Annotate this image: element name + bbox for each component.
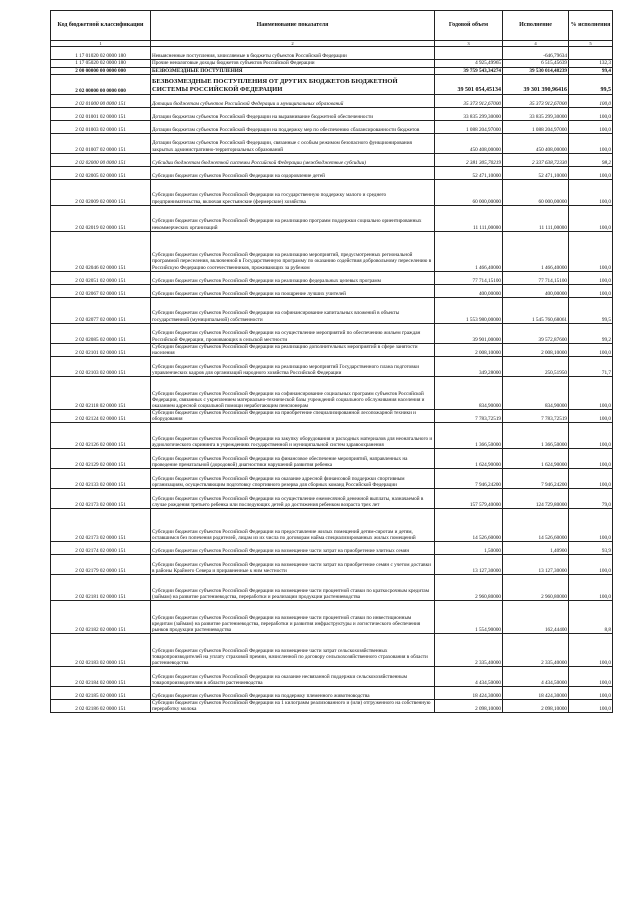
code-cell: 2 02 00000 00 0000 000 bbox=[51, 74, 151, 94]
name-cell: Субсидии бюджетам субъектов Российской Федерации на возмещение части затрат на приобретение элитных семян bbox=[151, 542, 435, 555]
exec-cell: 250,51950 bbox=[503, 356, 569, 376]
code-cell: 2 00 00000 00 0000 000 bbox=[51, 67, 151, 74]
plan-cell: 1 624,90000 bbox=[435, 449, 503, 469]
exec-cell: 1,40900 bbox=[503, 542, 569, 555]
name-cell: Прочие неналоговые доходы бюджетов субъектов Российской Федерации bbox=[151, 60, 435, 67]
name-cell: Субсидии бюджетам субъектов Российской Федерации на финансовое обеспечение мероприятий, направленных на проведение пренатальной (дородовой) диагностики нарушений развития ребенка bbox=[151, 449, 435, 469]
table-row bbox=[51, 67, 613, 74]
exec-cell: 33 835 299,30000 bbox=[503, 107, 569, 120]
exec-cell: 2 960,80000 bbox=[503, 575, 569, 601]
pct-cell: 71,7 bbox=[569, 356, 613, 376]
exec-cell: 7 946,24200 bbox=[503, 469, 569, 489]
name-cell: Субсидии бюджетам субъектов Российской Федерации на реализацию мероприятий Государственного плана подготовки управленческих кадров для организаций народного хозяйства Российской Федерации bbox=[151, 356, 435, 376]
table-row bbox=[51, 700, 613, 713]
plan-cell: 1 366,50000 bbox=[435, 423, 503, 449]
plan-cell: 834,90000 bbox=[435, 376, 503, 409]
exec-cell: 60 000,00000 bbox=[503, 179, 569, 205]
name-cell: Субсидии бюджетам субъектов Российской Федерации на осуществление мероприятий по обеспечению жильем граждан Российской Федерации, проживающих в сельской местности bbox=[151, 323, 435, 343]
exec-cell: 1 366,50000 bbox=[503, 423, 569, 449]
column-number: 5 bbox=[569, 41, 613, 47]
table-row bbox=[51, 107, 613, 120]
exec-cell: 400,00000 bbox=[503, 284, 569, 297]
name-cell: Невыясненные поступления, зачисляемые в бюджеты субъектов Российской Федерации bbox=[151, 47, 435, 60]
code-cell: 2 02 02182 02 0000 151 bbox=[51, 601, 151, 634]
name-cell: БЕЗВОЗМЕЗДНЫЕ ПОСТУПЛЕНИЯ bbox=[151, 67, 435, 74]
code-cell: 2 02 02126 02 0000 151 bbox=[51, 423, 151, 449]
exec-cell: 14 526,60000 bbox=[503, 509, 569, 542]
plan-cell: 2 335,40000 bbox=[435, 634, 503, 667]
table-row bbox=[51, 47, 613, 60]
table-row bbox=[51, 153, 613, 166]
pct-cell: 100,0 bbox=[569, 687, 613, 700]
name-cell: Субсидии бюджетам субъектов Российской Федерации на закупку оборудования и расходных материалов для неонатального и аудиологического скрининга в учреждениях государственной и муниципальной систем здравоохранения bbox=[151, 423, 435, 449]
code-cell: 2 02 02046 02 0000 151 bbox=[51, 231, 151, 271]
exec-cell: 834,90000 bbox=[503, 376, 569, 409]
code-cell: 2 02 01001 02 0000 151 bbox=[51, 107, 151, 120]
code-cell: 2 02 02067 02 0000 151 bbox=[51, 284, 151, 297]
pct-cell: 100,0 bbox=[569, 509, 613, 542]
plan-cell bbox=[435, 47, 503, 60]
pct-cell: 99,5 bbox=[569, 74, 613, 94]
exec-cell: 1 545 760,68061 bbox=[503, 297, 569, 323]
name-cell: Дотации бюджетам субъектов Российской Федерации на выравнивание бюджетной обеспеченности bbox=[151, 107, 435, 120]
code-cell: 2 02 02181 02 0000 151 bbox=[51, 575, 151, 601]
plan-cell: 2 098,10000 bbox=[435, 700, 503, 713]
name-cell: Субсидии бюджетам субъектов Российской Федерации на реализацию программ поддержки социально ориентированных некоммерческих организаций bbox=[151, 205, 435, 231]
plan-cell: 349,28000 bbox=[435, 356, 503, 376]
name-cell: Субсидии бюджетам субъектов Российской Федерации на возмещение части затрат сельскохозяйственных товаропроизводителей на уплату страховой премии, начисленной по договору сельскохозяйственного страхования в области растениеводства bbox=[151, 634, 435, 667]
exec-cell: 1 624,90000 bbox=[503, 449, 569, 469]
code-cell: 2 02 02103 02 0000 151 bbox=[51, 356, 151, 376]
name-cell: Субсидии бюджетам субъектов Российской Федерации на осуществление ежемесячной денежной выплаты, назначаемой в случае рождения третьего ребенка или последующих детей до достижения ребенком возраста трех лет bbox=[151, 489, 435, 509]
code-cell: 2 02 01007 02 0000 151 bbox=[51, 133, 151, 153]
plan-cell: 400,00000 bbox=[435, 284, 503, 297]
plan-cell: 1 466,40000 bbox=[435, 231, 503, 271]
pct-cell: 99,5 bbox=[569, 297, 613, 323]
table-header-row bbox=[51, 11, 613, 41]
pct-cell: 100,0 bbox=[569, 667, 613, 687]
pct-cell: 100,0 bbox=[569, 449, 613, 469]
exec-cell: 11 111,00000 bbox=[503, 205, 569, 231]
table-row bbox=[51, 205, 613, 231]
table-row bbox=[51, 271, 613, 284]
table-row bbox=[51, 634, 613, 667]
table-row bbox=[51, 60, 613, 67]
code-cell: 2 02 02129 02 0000 151 bbox=[51, 449, 151, 469]
exec-cell: 39 572,87600 bbox=[503, 323, 569, 343]
exec-cell: 1 466,40000 bbox=[503, 231, 569, 271]
plan-cell: 1 088 204,97000 bbox=[435, 120, 503, 133]
exec-cell: 39 301 390,96416 bbox=[503, 74, 569, 94]
pct-cell: 100,0 bbox=[569, 423, 613, 449]
exec-cell: 4 434,50000 bbox=[503, 667, 569, 687]
table-row bbox=[51, 449, 613, 469]
name-cell: Дотации бюджетам субъектов Российской Федерации на поддержку мер по обеспечению сбалансированности бюджетов bbox=[151, 120, 435, 133]
exec-cell: 162,44400 bbox=[503, 601, 569, 634]
pct-cell: 99,4 bbox=[569, 67, 613, 74]
plan-cell: 1 554,90000 bbox=[435, 601, 503, 634]
code-cell: 2 02 02051 02 0000 151 bbox=[51, 271, 151, 284]
plan-cell: 39 759 543,34274 bbox=[435, 67, 503, 74]
code-cell: 2 02 02019 02 0000 151 bbox=[51, 205, 151, 231]
name-cell: Субсидии бюджетам субъектов Российской Федерации на поддержку племенного животноводства bbox=[151, 687, 435, 700]
table-row bbox=[51, 284, 613, 297]
name-cell: Субсидии бюджетам субъектов Российской Федерации на реализацию дополнительных мероприятий в сфере занятости населения bbox=[151, 343, 435, 356]
name-cell: Субсидии бюджетам субъектов Российской Федерации на предоставление жилых помещений детям-сиротам и детям, оставшимся без попечения родителей, лицам из их числа по договорам найма специализированных жилых помещений bbox=[151, 509, 435, 542]
exec-cell: 1 088 204,97000 bbox=[503, 120, 569, 133]
table-row bbox=[51, 179, 613, 205]
name-cell: Дотации бюджетам субъектов Российской Федерации и муниципальных образований bbox=[151, 94, 435, 107]
code-cell: 2 02 02005 02 0000 151 bbox=[51, 166, 151, 179]
plan-cell: 14 526,60000 bbox=[435, 509, 503, 542]
table-row bbox=[51, 409, 613, 422]
budget-execution-table bbox=[50, 10, 613, 713]
exec-cell: 35 373 912,67000 bbox=[503, 94, 569, 107]
exec-cell: 2 098,10000 bbox=[503, 700, 569, 713]
table-row bbox=[51, 601, 613, 634]
pct-cell: 100,0 bbox=[569, 343, 613, 356]
pct-cell: 100,0 bbox=[569, 231, 613, 271]
code-cell: 2 02 02118 02 0000 151 bbox=[51, 376, 151, 409]
pct-cell: 93,9 bbox=[569, 542, 613, 555]
exec-cell: 2 335,40000 bbox=[503, 634, 569, 667]
plan-cell: 33 835 299,30000 bbox=[435, 107, 503, 120]
code-cell: 2 02 02179 02 0000 151 bbox=[51, 555, 151, 575]
pct-cell: 100,0 bbox=[569, 409, 613, 422]
header-exec: Исполнение bbox=[503, 11, 569, 41]
name-cell: БЕЗВОЗМЕЗДНЫЕ ПОСТУПЛЕНИЯ ОТ ДРУГИХ БЮДЖЕТОВ БЮДЖЕТНОЙ СИСТЕМЫ РОССИЙСКОЙ ФЕДЕРАЦИИ bbox=[151, 74, 435, 94]
header-pct: % исполнения bbox=[569, 11, 613, 41]
name-cell: Субсидии бюджетам субъектов Российской Федерации на оздоровление детей bbox=[151, 166, 435, 179]
table-row bbox=[51, 376, 613, 409]
name-cell: Субсидии бюджетам субъектов Российской Федерации на возмещение части процентной ставки по инвестиционным кредитам (займам) на развитие растениеводства, переработки и развития инфраструктуры и логистического обеспечения рынков продукции растениеводства bbox=[151, 601, 435, 634]
table-body bbox=[51, 47, 613, 713]
name-cell: Субсидии бюджетам субъектов Российской Федерации на поощрение лучших учителей bbox=[151, 284, 435, 297]
name-cell: Субсидии бюджетам субъектов Российской Федерации на реализацию федеральных целевых программ bbox=[151, 271, 435, 284]
plan-cell: 7 783,72519 bbox=[435, 409, 503, 422]
pct-cell: 100,0 bbox=[569, 133, 613, 153]
code-cell: 2 02 02000 00 0000 151 bbox=[51, 153, 151, 166]
plan-cell: 1 553 980,00000 bbox=[435, 297, 503, 323]
plan-cell: 4 925,49965 bbox=[435, 60, 503, 67]
plan-cell: 2 960,80000 bbox=[435, 575, 503, 601]
name-cell: Субсидии бюджетам субъектов Российской Федерации на возмещение части процентной ставки по краткосрочным кредитам (займам) на развитие растениеводства, переработки и реализации продукции растениеводства bbox=[151, 575, 435, 601]
code-cell: 2 02 02173 02 0000 151 bbox=[51, 489, 151, 509]
exec-cell: 7 783,72519 bbox=[503, 409, 569, 422]
code-cell: 2 02 02174 02 0000 151 bbox=[51, 542, 151, 555]
name-cell: Субсидии бюджетам субъектов Российской Федерации на приобретение специализированной лесопожарной техники и оборудования bbox=[151, 409, 435, 422]
column-number: 4 bbox=[503, 41, 569, 47]
pct-cell: 100,0 bbox=[569, 575, 613, 601]
exec-cell: 2 008,10000 bbox=[503, 343, 569, 356]
table-row bbox=[51, 575, 613, 601]
plan-cell: 2 381 305,70219 bbox=[435, 153, 503, 166]
name-cell: Субсидии бюджетам субъектов Российской Федерации на возмещение части затрат на приобретение семян с учетом доставки в районы Крайнего Севера и приравненные к ним местности bbox=[151, 555, 435, 575]
code-cell: 2 02 02009 02 0000 151 bbox=[51, 179, 151, 205]
code-cell: 2 02 01000 00 0000 151 bbox=[51, 94, 151, 107]
code-cell: 2 02 02183 02 0000 151 bbox=[51, 634, 151, 667]
plan-cell: 1,50000 bbox=[435, 542, 503, 555]
plan-cell: 2 008,10000 bbox=[435, 343, 503, 356]
header-code: Код бюджетной классификации bbox=[51, 11, 151, 41]
table-row bbox=[51, 297, 613, 323]
name-cell: Субсидии бюджетам субъектов Российской Федерации на 1 килограмм реализованного и (или) отгруженного на собственную переработку молока bbox=[151, 700, 435, 713]
pct-cell: 100,0 bbox=[569, 94, 613, 107]
code-cell: 2 02 02186 02 0000 151 bbox=[51, 700, 151, 713]
exec-cell: -646,79634 bbox=[503, 47, 569, 60]
table-row bbox=[51, 133, 613, 153]
table-row bbox=[51, 94, 613, 107]
plan-cell: 39 501 054,45134 bbox=[435, 74, 503, 94]
exec-cell: 6 515,45639 bbox=[503, 60, 569, 67]
plan-cell: 7 946,24200 bbox=[435, 469, 503, 489]
name-cell: Субсидии бюджетам субъектов Российской Федерации на оказание адресной финансовой поддержки спортивным организациям, осуществляющим подготовку спортивного резерва для сборных команд Российской Федерации bbox=[151, 469, 435, 489]
plan-cell: 60 000,00000 bbox=[435, 179, 503, 205]
table-row bbox=[51, 343, 613, 356]
name-cell: Субсидии бюджетам субъектов Российской Федерации на софинансирование капитальных вложений в объекты государственной (муниципальной) собственности bbox=[151, 297, 435, 323]
pct-cell: 100,0 bbox=[569, 120, 613, 133]
plan-cell: 450 408,00000 bbox=[435, 133, 503, 153]
name-cell: Субсидии бюджетам субъектов Российской Федерации на оказание несвязанной поддержки сельскохозяйственным товаропроизводителям в области растениеводства bbox=[151, 667, 435, 687]
exec-cell: 39 530 014,48239 bbox=[503, 67, 569, 74]
exec-cell: 52 471,10000 bbox=[503, 166, 569, 179]
name-cell: Субсидии бюджетам субъектов Российской Федерации на государственную поддержку малого и среднего предпринимательства, включая крестьянские (фермерские) хозяйства bbox=[151, 179, 435, 205]
plan-cell: 13 127,30000 bbox=[435, 555, 503, 575]
exec-cell: 77 714,15100 bbox=[503, 271, 569, 284]
code-cell: 2 02 01003 02 0000 151 bbox=[51, 120, 151, 133]
plan-cell: 77 714,15100 bbox=[435, 271, 503, 284]
header-name: Наименование показателя bbox=[151, 11, 435, 41]
pct-cell: 79,0 bbox=[569, 489, 613, 509]
code-cell: 2 02 02185 02 0000 151 bbox=[51, 687, 151, 700]
pct-cell: 100,0 bbox=[569, 469, 613, 489]
name-cell: Субсидии бюджетам субъектов Российской Федерации на софинансирование социальных программ субъектов Российской Федерации, связанных с укреплением материально-технической базы учреждений социального обслуживания населения и оказанием адресной социальной помощи неработающим пенсионерам bbox=[151, 376, 435, 409]
table-row bbox=[51, 687, 613, 700]
pct-cell: 8,8 bbox=[569, 601, 613, 634]
table-row bbox=[51, 120, 613, 133]
plan-cell: 11 111,00000 bbox=[435, 205, 503, 231]
code-cell: 2 02 02101 02 0000 151 bbox=[51, 343, 151, 356]
pct-cell: 100,0 bbox=[569, 271, 613, 284]
column-number: 2 bbox=[151, 41, 435, 47]
column-number: 1 bbox=[51, 41, 151, 47]
plan-cell: 18 424,30000 bbox=[435, 687, 503, 700]
code-cell: 2 02 02133 02 0000 151 bbox=[51, 469, 151, 489]
pct-cell: 100,0 bbox=[569, 166, 613, 179]
pct-cell: 132,3 bbox=[569, 60, 613, 67]
code-cell: 2 02 02085 02 0000 151 bbox=[51, 323, 151, 343]
code-cell: 1 17 01020 02 0000 180 bbox=[51, 47, 151, 60]
name-cell: Дотации бюджетам субъектов Российской Федерации, связанные с особым режимом безопасного функционирования закрытых административно-территориальных образований bbox=[151, 133, 435, 153]
plan-cell: 39 901,00000 bbox=[435, 323, 503, 343]
exec-cell: 13 127,30000 bbox=[503, 555, 569, 575]
table-row bbox=[51, 423, 613, 449]
plan-cell: 4 434,50000 bbox=[435, 667, 503, 687]
code-cell: 2 02 02184 02 0000 151 bbox=[51, 667, 151, 687]
pct-cell: 100,0 bbox=[569, 205, 613, 231]
exec-cell: 2 337 638,72330 bbox=[503, 153, 569, 166]
pct-cell bbox=[569, 47, 613, 60]
name-cell: Субсидии бюджетам бюджетной системы Российской Федерации (межбюджетные субсидии) bbox=[151, 153, 435, 166]
plan-cell: 52 471,10000 bbox=[435, 166, 503, 179]
column-number: 3 bbox=[435, 41, 503, 47]
header-plan: Годовой объем bbox=[435, 11, 503, 41]
table-row bbox=[51, 231, 613, 271]
table-row bbox=[51, 469, 613, 489]
table-row bbox=[51, 489, 613, 509]
pct-cell: 100,0 bbox=[569, 179, 613, 205]
code-cell: 2 02 02173 02 0000 151 bbox=[51, 509, 151, 542]
table-row bbox=[51, 74, 613, 94]
pct-cell: 98,2 bbox=[569, 153, 613, 166]
code-cell: 1 17 05020 02 0000 180 bbox=[51, 60, 151, 67]
table-row bbox=[51, 667, 613, 687]
table-row bbox=[51, 166, 613, 179]
table-row bbox=[51, 542, 613, 555]
pct-cell: 100,0 bbox=[569, 376, 613, 409]
exec-cell: 124 729,80000 bbox=[503, 489, 569, 509]
pct-cell: 99,2 bbox=[569, 323, 613, 343]
pct-cell: 100,0 bbox=[569, 107, 613, 120]
name-cell: Субсидии бюджетам субъектов Российской Федерации на реализацию мероприятий, предусмотренных региональной программой переселения, включенной в Государственную программу по оказанию содействия добровольному переселению в Российскую Федерацию соотечественников, проживающих за рубежом bbox=[151, 231, 435, 271]
table-row bbox=[51, 323, 613, 343]
plan-cell: 157 579,40000 bbox=[435, 489, 503, 509]
code-cell: 2 02 02124 02 0000 151 bbox=[51, 409, 151, 422]
plan-cell: 35 373 912,67000 bbox=[435, 94, 503, 107]
pct-cell: 100,0 bbox=[569, 634, 613, 667]
exec-cell: 450 408,00000 bbox=[503, 133, 569, 153]
exec-cell: 18 424,30000 bbox=[503, 687, 569, 700]
table-row bbox=[51, 555, 613, 575]
pct-cell: 100,0 bbox=[569, 555, 613, 575]
pct-cell: 100,0 bbox=[569, 284, 613, 297]
pct-cell: 100,0 bbox=[569, 700, 613, 713]
table-row bbox=[51, 509, 613, 542]
code-cell: 2 02 02077 02 0000 151 bbox=[51, 297, 151, 323]
table-row bbox=[51, 356, 613, 376]
